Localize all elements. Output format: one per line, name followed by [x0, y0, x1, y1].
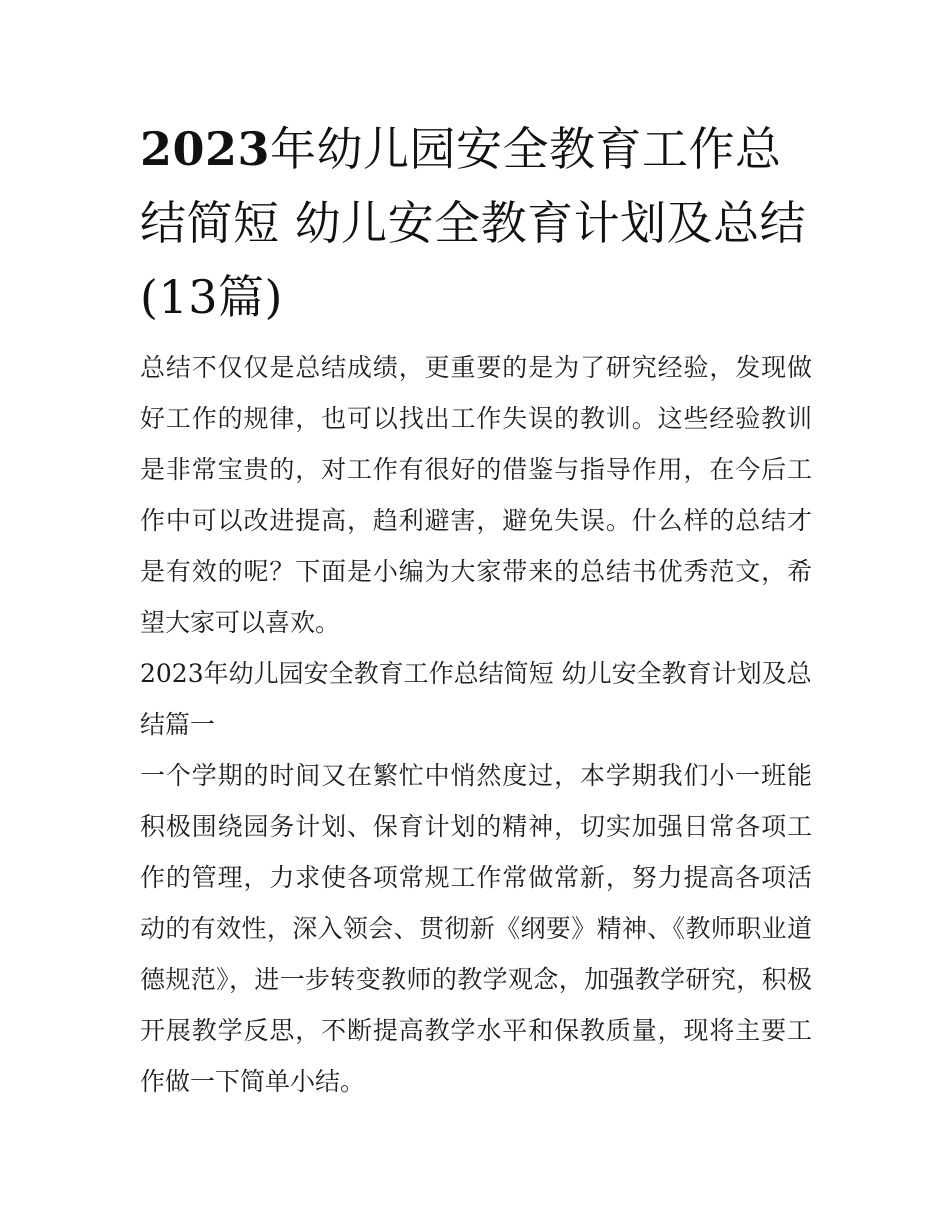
document-content: [140, 112, 812, 1107]
document-title: 2023年幼儿园安全教育工作总结简短 幼儿安全教育计划及总结(13篇): [140, 122, 807, 324]
section-heading: 2023年幼儿园安全教育工作总结简短 幼儿安全教育计划及总结篇一: [140, 659, 812, 739]
intro-paragraph: 总结不仅仅是总结成绩，更重要的是为了研究经验，发现做好工作的规律，也可以找出工作失误的教训。这些经验教训是非常宝贵的，对工作有很好的借鉴与指导作用，在今后工作中可以改进提高，趋利避害，避免失误。什么样的总结才是有效的呢？下面是小编为大家带来的总结书优秀范文，希望大家可以喜欢。: [140, 353, 812, 637]
section-body-paragraph: 一个学期的时间又在繁忙中悄然度过，本学期我们小一班能积极围绕园务计划、保育计划的精神，切实加强日常各项工作的管理，力求使各项常规工作常做常新，努力提高各项活动的有效性，深入领会、贯彻新《纲要》精神、《教师职业道德规范》，进一步转变教师的教学观念，加强教学研究，积极开展教学反思，不断提高教学水平和保教质量，现将主要工作做一下简单小结。: [140, 761, 812, 1096]
